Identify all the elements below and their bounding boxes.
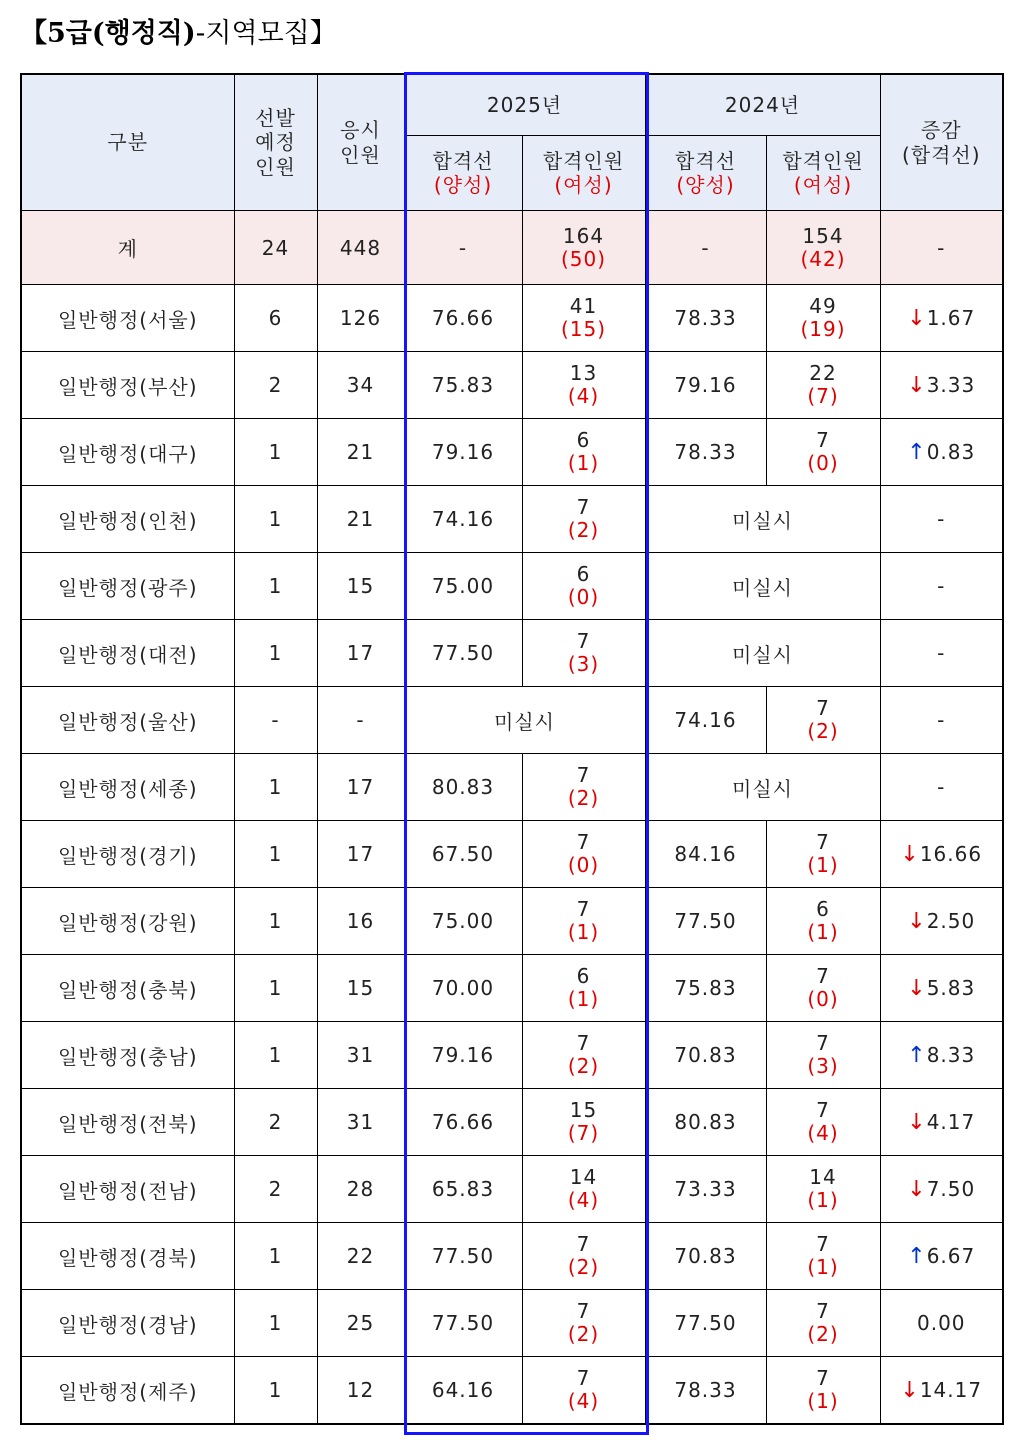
applicant-count: 15	[317, 553, 404, 620]
cutoff-2025: 79.16	[404, 419, 522, 486]
table-row	[21, 1357, 1003, 1425]
passers-2025: 41 (15)	[522, 285, 645, 352]
table-row	[21, 1290, 1003, 1357]
cutoff-2025: 80.83	[404, 754, 522, 821]
passers-2025: 7 (2)	[522, 1223, 645, 1290]
region-label: 일반행정(울산)	[21, 687, 234, 754]
cutoff-2025: 77.50	[404, 620, 522, 687]
cutoff-change: ↑8.33	[880, 1022, 1003, 1089]
table-row	[21, 1223, 1003, 1290]
cutoff-change: ↓4.17	[880, 1089, 1003, 1156]
total-applicants: 448	[317, 211, 404, 285]
cutoff-2025: 75.00	[404, 553, 522, 620]
cutoff-change: ↑6.67	[880, 1223, 1003, 1290]
cutoff-change: ↑0.83	[880, 419, 1003, 486]
total-passers-2025: 164 (50)	[522, 211, 645, 285]
region-label: 일반행정(충북)	[21, 955, 234, 1022]
planned-count: 1	[234, 955, 317, 1022]
cutoff-2025: 67.50	[404, 821, 522, 888]
passers-2025: 7 (0)	[522, 821, 645, 888]
passers-2024: 7 (1)	[766, 1223, 880, 1290]
passers-2025: 7 (1)	[522, 888, 645, 955]
cutoff-2024: 78.33	[645, 1357, 766, 1425]
applicant-count: 21	[317, 486, 404, 553]
results-table	[20, 73, 1004, 1425]
header-passers-2025: 합격인원 (여성)	[522, 136, 645, 211]
region-label: 일반행정(전남)	[21, 1156, 234, 1223]
cutoff-change: ↓1.67	[880, 285, 1003, 352]
cutoff-2024: 70.83	[645, 1022, 766, 1089]
not-held-2024: 미실시	[645, 620, 880, 687]
planned-count: 2	[234, 352, 317, 419]
total-cutoff-2025: -	[404, 211, 522, 285]
passers-2025: 7 (2)	[522, 754, 645, 821]
region-label: 일반행정(대전)	[21, 620, 234, 687]
passers-2024: 7 (1)	[766, 821, 880, 888]
passers-2024: 7 (3)	[766, 1022, 880, 1089]
cutoff-2024: 73.33	[645, 1156, 766, 1223]
page-title	[20, 14, 337, 54]
planned-count: 1	[234, 1290, 317, 1357]
applicant-count: 16	[317, 888, 404, 955]
planned-count: 1	[234, 888, 317, 955]
applicant-count: 21	[317, 419, 404, 486]
arrow-down-icon: ↓	[900, 841, 920, 867]
region-label: 일반행정(광주)	[21, 553, 234, 620]
region-label: 일반행정(대구)	[21, 419, 234, 486]
region-label: 일반행정(서울)	[21, 285, 234, 352]
header-applicants: 응시 인원	[317, 74, 404, 211]
passers-2024: 22 (7)	[766, 352, 880, 419]
table-row	[21, 486, 1003, 553]
applicant-count: 12	[317, 1357, 404, 1425]
header-cutoff-2024: 합격선 (양성)	[645, 136, 766, 211]
planned-count: 1	[234, 419, 317, 486]
arrow-down-icon: ↓	[907, 1109, 927, 1135]
applicant-count: 17	[317, 754, 404, 821]
cutoff-change: ↓7.50	[880, 1156, 1003, 1223]
passers-2025: 6 (1)	[522, 955, 645, 1022]
cutoff-change: -	[880, 486, 1003, 553]
table-row	[21, 687, 1003, 754]
passers-2025: 13 (4)	[522, 352, 645, 419]
total-cutoff-2024: -	[645, 211, 766, 285]
cutoff-2025: 75.00	[404, 888, 522, 955]
passers-2025: 15 (7)	[522, 1089, 645, 1156]
table-row	[21, 285, 1003, 352]
applicant-count: 25	[317, 1290, 404, 1357]
cutoff-change: 0.00	[880, 1290, 1003, 1357]
applicant-count: 28	[317, 1156, 404, 1223]
cutoff-2025: 64.16	[404, 1357, 522, 1425]
header-category: 구분	[21, 74, 234, 211]
region-label: 일반행정(경남)	[21, 1290, 234, 1357]
arrow-down-icon: ↓	[907, 1176, 927, 1202]
cutoff-2025: 70.00	[404, 955, 522, 1022]
applicant-count: 22	[317, 1223, 404, 1290]
header-planned: 선발 예정 인원	[234, 74, 317, 211]
region-label: 일반행정(세종)	[21, 754, 234, 821]
planned-count: 1	[234, 754, 317, 821]
table-row	[21, 1022, 1003, 1089]
passers-2025: 14 (4)	[522, 1156, 645, 1223]
passers-2024: 7 (2)	[766, 1290, 880, 1357]
cutoff-2025: 76.66	[404, 285, 522, 352]
passers-2024: 7 (0)	[766, 419, 880, 486]
applicant-count: 15	[317, 955, 404, 1022]
table-row	[21, 888, 1003, 955]
table-row	[21, 1089, 1003, 1156]
total-planned: 24	[234, 211, 317, 285]
header-2025: 2025년	[404, 74, 645, 136]
total-row	[21, 211, 1003, 285]
header-passers-2024: 합격인원 (여성)	[766, 136, 880, 211]
planned-count: 1	[234, 1357, 317, 1425]
table-row	[21, 1156, 1003, 1223]
planned-count: 1	[234, 486, 317, 553]
planned-count: 6	[234, 285, 317, 352]
arrow-down-icon: ↓	[900, 1377, 920, 1403]
region-label: 일반행정(경북)	[21, 1223, 234, 1290]
passers-2024: 49 (19)	[766, 285, 880, 352]
arrow-up-icon: ↑	[907, 439, 927, 465]
applicant-count: 17	[317, 620, 404, 687]
not-held-2024: 미실시	[645, 553, 880, 620]
arrow-down-icon: ↓	[907, 305, 927, 331]
cutoff-2025: 74.16	[404, 486, 522, 553]
applicant-count: 34	[317, 352, 404, 419]
region-label: 일반행정(부산)	[21, 352, 234, 419]
planned-count: 1	[234, 620, 317, 687]
total-label: 계	[21, 211, 234, 285]
cutoff-change: ↓3.33	[880, 352, 1003, 419]
cutoff-2024: 74.16	[645, 687, 766, 754]
applicant-count: 126	[317, 285, 404, 352]
total-change: -	[880, 211, 1003, 285]
arrow-down-icon: ↓	[907, 908, 927, 934]
table-row	[21, 419, 1003, 486]
planned-count: 1	[234, 1223, 317, 1290]
header-cutoff-2025: 합격선 (양성)	[404, 136, 522, 211]
cutoff-change: -	[880, 553, 1003, 620]
cutoff-2024: 78.33	[645, 419, 766, 486]
passers-2025: 7 (2)	[522, 1290, 645, 1357]
cutoff-2024: 77.50	[645, 1290, 766, 1357]
passers-2024: 7 (0)	[766, 955, 880, 1022]
planned-count: 1	[234, 553, 317, 620]
passers-2024: 7 (4)	[766, 1089, 880, 1156]
passers-2024: 7 (1)	[766, 1357, 880, 1425]
not-held-2024: 미실시	[645, 486, 880, 553]
header-2024: 2024년	[645, 74, 880, 136]
table-row	[21, 754, 1003, 821]
applicant-count: -	[317, 687, 404, 754]
not-held-2025: 미실시	[404, 687, 645, 754]
table-row	[21, 553, 1003, 620]
cutoff-2024: 78.33	[645, 285, 766, 352]
planned-count: 2	[234, 1156, 317, 1223]
region-label: 일반행정(충남)	[21, 1022, 234, 1089]
passers-2025: 7 (2)	[522, 486, 645, 553]
cutoff-2024: 70.83	[645, 1223, 766, 1290]
cutoff-change: ↓5.83	[880, 955, 1003, 1022]
passers-2024: 6 (1)	[766, 888, 880, 955]
cutoff-change: ↓16.66	[880, 821, 1003, 888]
planned-count: -	[234, 687, 317, 754]
table-row	[21, 955, 1003, 1022]
cutoff-change: -	[880, 754, 1003, 821]
cutoff-2024: 80.83	[645, 1089, 766, 1156]
region-label: 일반행정(전북)	[21, 1089, 234, 1156]
table-row	[21, 821, 1003, 888]
cutoff-change: ↓14.17	[880, 1357, 1003, 1425]
title-bold: 【5급(행정직)	[20, 18, 196, 49]
passers-2025: 7 (4)	[522, 1357, 645, 1425]
cutoff-2024: 77.50	[645, 888, 766, 955]
title-rest: -지역모집】	[195, 18, 337, 49]
region-label: 일반행정(인천)	[21, 486, 234, 553]
cutoff-change: ↓2.50	[880, 888, 1003, 955]
region-label: 일반행정(강원)	[21, 888, 234, 955]
cutoff-2025: 79.16	[404, 1022, 522, 1089]
arrow-down-icon: ↓	[907, 372, 927, 398]
region-label: 일반행정(경기)	[21, 821, 234, 888]
cutoff-2025: 76.66	[404, 1089, 522, 1156]
header-change: 증감 (합격선)	[880, 74, 1003, 211]
cutoff-2024: 75.83	[645, 955, 766, 1022]
cutoff-2025: 77.50	[404, 1290, 522, 1357]
table-row	[21, 352, 1003, 419]
cutoff-2024: 84.16	[645, 821, 766, 888]
passers-2025: 6 (0)	[522, 553, 645, 620]
applicant-count: 31	[317, 1089, 404, 1156]
cutoff-2025: 77.50	[404, 1223, 522, 1290]
planned-count: 1	[234, 821, 317, 888]
passers-2025: 6 (1)	[522, 419, 645, 486]
arrow-up-icon: ↑	[907, 1042, 927, 1068]
planned-count: 1	[234, 1022, 317, 1089]
cutoff-2025: 75.83	[404, 352, 522, 419]
planned-count: 2	[234, 1089, 317, 1156]
cutoff-2024: 79.16	[645, 352, 766, 419]
applicant-count: 17	[317, 821, 404, 888]
not-held-2024: 미실시	[645, 754, 880, 821]
table-row	[21, 620, 1003, 687]
arrow-up-icon: ↑	[907, 1243, 927, 1269]
cutoff-2025: 65.83	[404, 1156, 522, 1223]
passers-2024: 14 (1)	[766, 1156, 880, 1223]
total-passers-2024: 154 (42)	[766, 211, 880, 285]
passers-2025: 7 (2)	[522, 1022, 645, 1089]
applicant-count: 31	[317, 1022, 404, 1089]
cutoff-change: -	[880, 687, 1003, 754]
region-label: 일반행정(제주)	[21, 1357, 234, 1425]
passers-2025: 7 (3)	[522, 620, 645, 687]
passers-2024: 7 (2)	[766, 687, 880, 754]
cutoff-change: -	[880, 620, 1003, 687]
arrow-down-icon: ↓	[907, 975, 927, 1001]
